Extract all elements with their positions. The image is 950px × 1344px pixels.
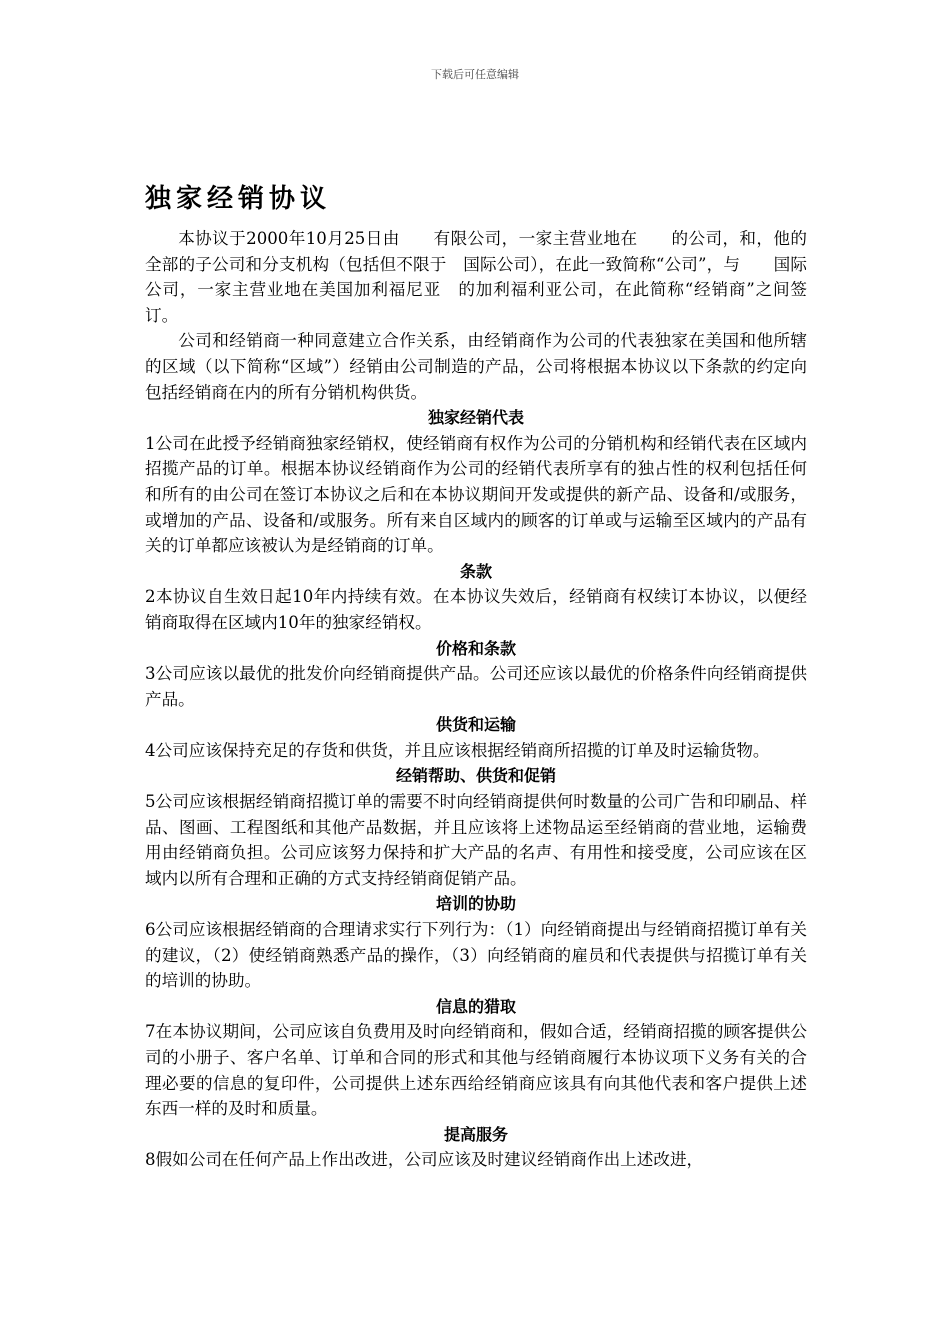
intro-paragraph-2: 公司和经销商一种同意建立合作关系，由经销商作为公司的代表独家在美国和他所辖的区域（以下简称“区域”）经销由公司制造的产品，公司将根据本协议以下条款的约定向包括经销商在内的所有分销机构供货。 bbox=[145, 331, 807, 402]
section-text-supply: 4公司应该保持充足的存货和供货，并且应该根据经销商所招揽的订单及时运输货物。 bbox=[145, 740, 770, 760]
section-heading-price: 价格和条款 bbox=[435, 638, 516, 658]
intro-paragraph-1: 本协议于2000年10月25日由 有限公司，一家主营业地在 的公司，和，他的全部的子公司和分支机构（包括但不限于 国际公司），在此一致简称“公司”，与 国际公司，一家主营业地在美国加利福尼亚 的加利福利亚公司，在此简称“经销商”之间签订。 bbox=[145, 229, 807, 325]
section-heading-supply: 供货和运输 bbox=[435, 715, 516, 735]
section-heading-improvement: 提高服务 bbox=[443, 1124, 508, 1144]
document-body bbox=[145, 180, 807, 1173]
section-text-promotion: 5公司应该根据经销商招揽订单的需要不时向经销商提供何时数量的公司广告和印刷品、样品、图画、工程图纸和其他产品数据，并且应该将上述物品运至经销商的营业地，运输费用由经销商负担。公司应该努力保持和扩大产品的名声、有用性和接受度，公司应该在区域内以所有合理和正确的方式支持经销商促销产品。 bbox=[145, 792, 807, 888]
section-text-term: 2本协议自生效日起10年内持续有效。在本协议失效后，经销商有权续订本协议，以便经销商取得在区域内10年的独家经销权。 bbox=[145, 587, 807, 632]
section-text-improvement: 8假如公司在任何产品上作出改进，公司应该及时建议经销商作出上述改进， bbox=[145, 1150, 704, 1170]
section-text-price: 3公司应该以最优的批发价向经销商提供产品。公司还应该以最优的价格条件向经销商提供产品。 bbox=[145, 664, 807, 709]
section-text-exclusive: 1公司在此授予经销商独家经销权，使经销商有权作为公司的分销机构和经销代表在区域内招揽产品的订单。根据本协议经销商作为公司的经销代表所享有的独占性的权利包括任何和所有的由公司在签订本协议之后和在本协议期间开发或提供的新产品、设备和/或服务，或增加的产品、设备和/或服务。所有来自区域内的顾客的订单或与运输至区域内的产品有关的订单都应该被认为是经销商的订单。 bbox=[145, 433, 807, 556]
page-header-note: 下载后可任意编辑 bbox=[431, 68, 519, 81]
document-title: 独家经销协议 bbox=[145, 184, 332, 214]
section-heading-term: 条款 bbox=[459, 561, 492, 581]
section-heading-promotion: 经销帮助、供货和促销 bbox=[395, 766, 556, 786]
section-text-information: 7在本协议期间，公司应该自负费用及时向经销商和，假如合适，经销商招揽的顾客提供公司的小册子、客户名单、订单和合同的形式和其他与经销商履行本协议项下义务有关的合理必要的信息的复印件，公司提供上述东西给经销商应该具有向其他代表和客户提供上述东西一样的及时和质量。 bbox=[145, 1022, 807, 1119]
section-heading-information: 信息的猎取 bbox=[435, 996, 516, 1016]
section-heading-training: 培训的协助 bbox=[435, 894, 516, 914]
section-heading-exclusive: 独家经销代表 bbox=[427, 408, 524, 428]
section-text-training: 6公司应该根据经销商的合理请求实行下列行为：（1）向经销商提出与经销商招揽订单有关的建议，（2）使经销商熟悉产品的操作，（3）向经销商的雇员和代表提供与招揽订单有关的培训的协助。 bbox=[145, 920, 807, 991]
